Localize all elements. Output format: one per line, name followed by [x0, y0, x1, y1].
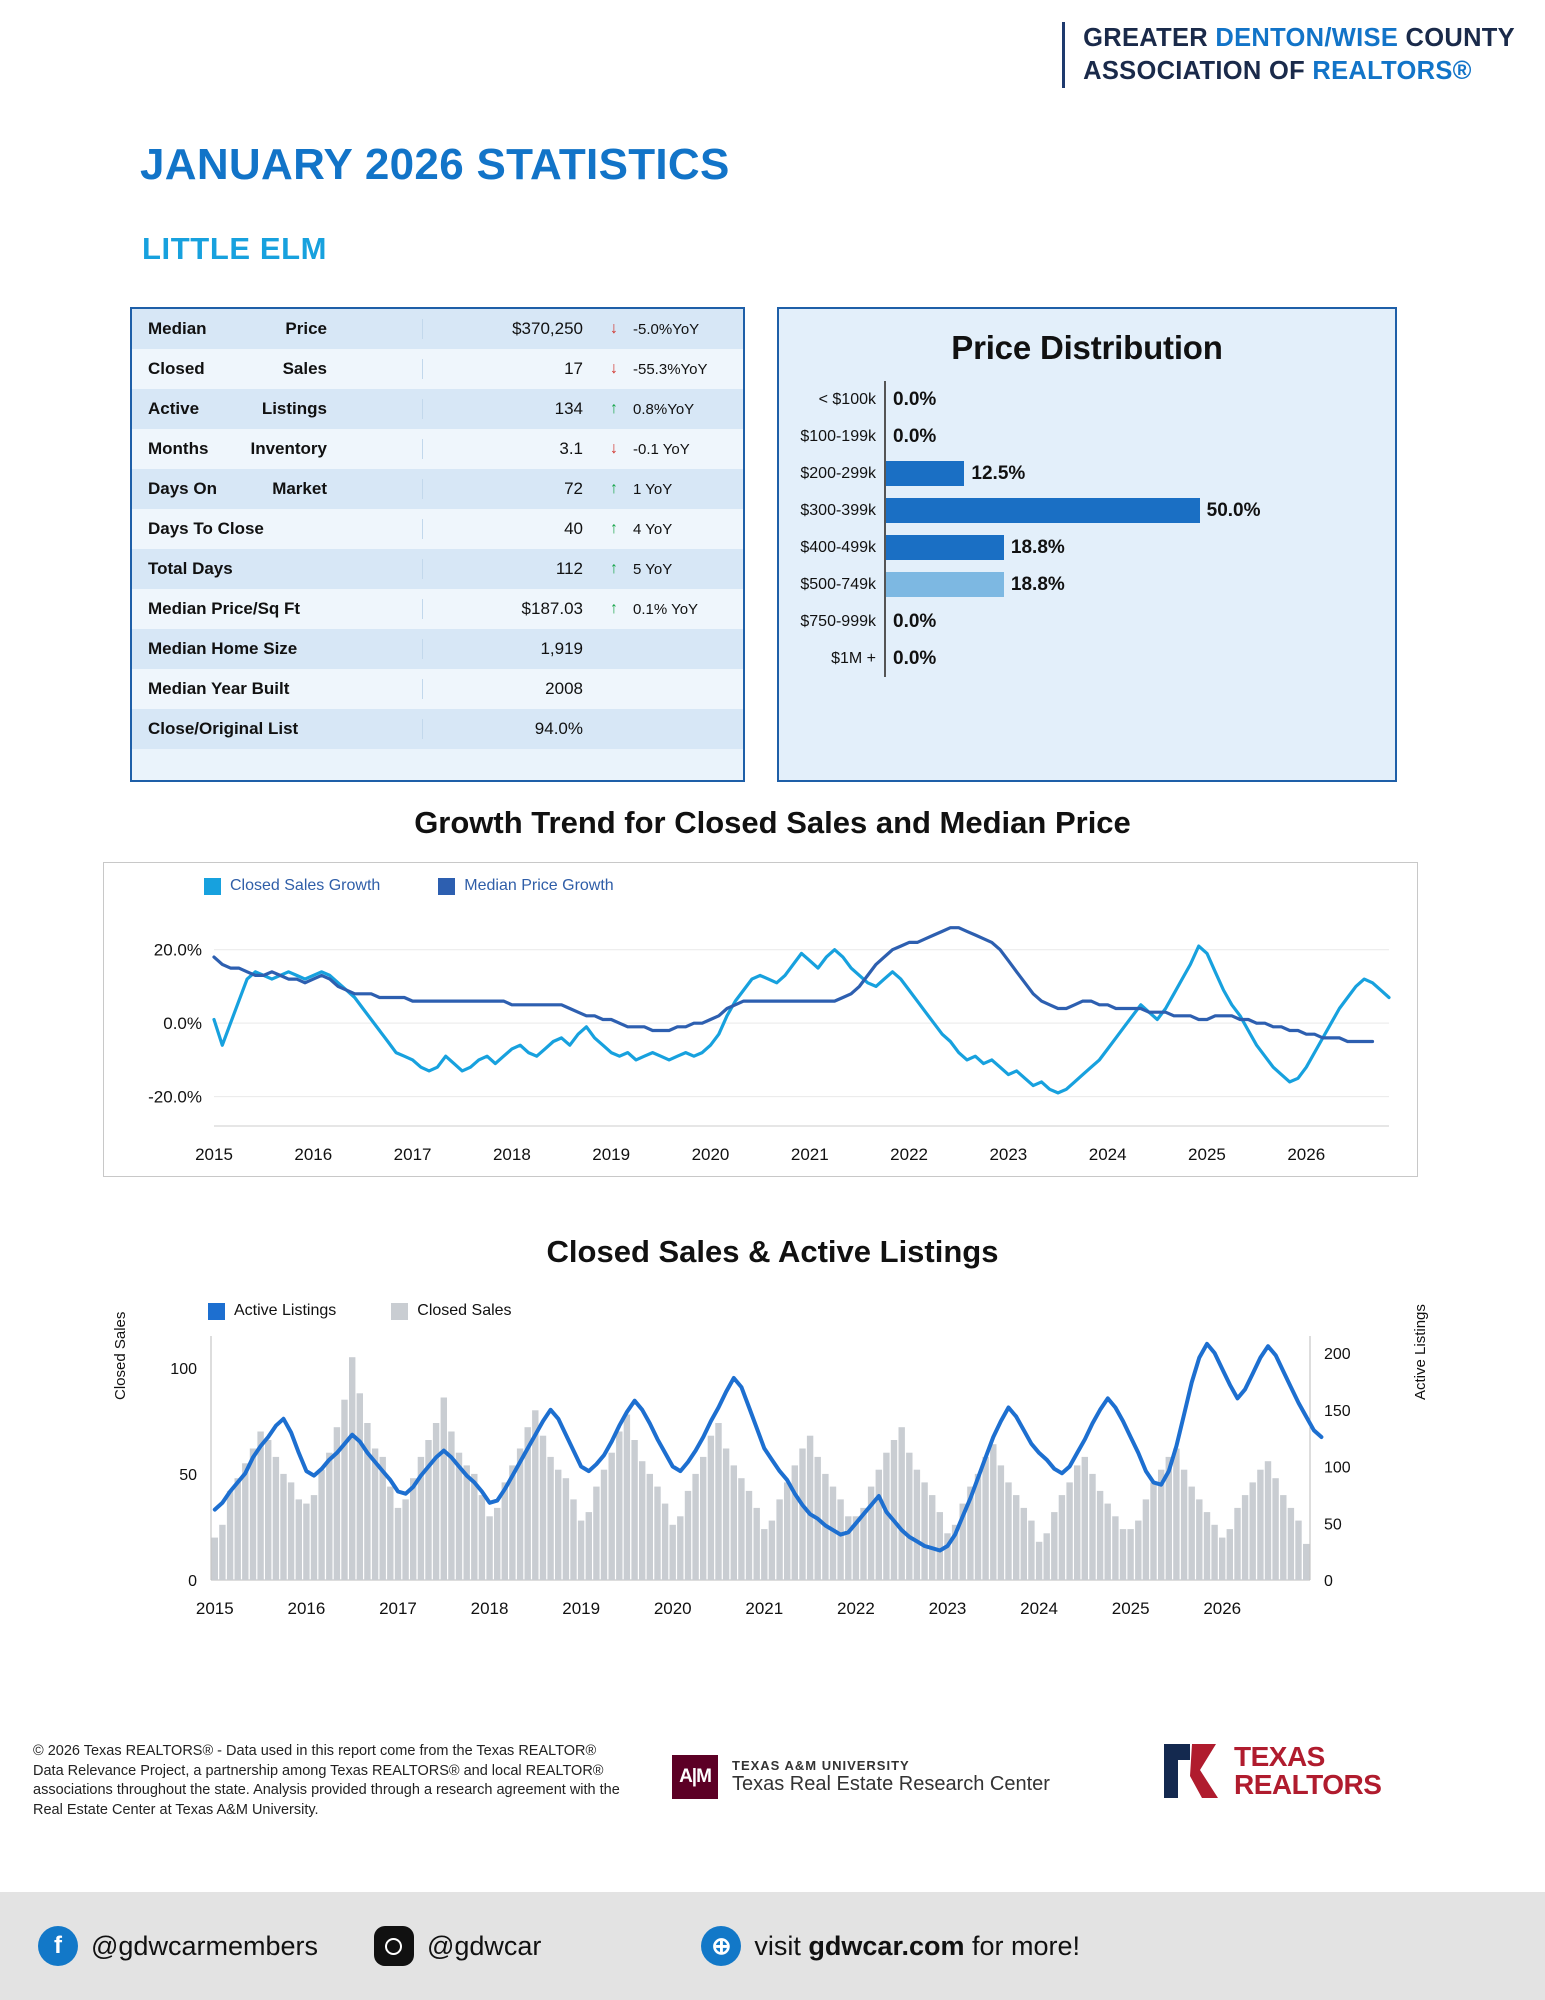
stat-label [132, 559, 422, 579]
stat-label-primary: Days To Close [148, 519, 264, 538]
visit-site: gdwcar.com [808, 1930, 965, 1961]
stat-label-primary: Total Days [148, 559, 233, 578]
stat-label-secondary: Price [285, 319, 327, 338]
sales-chart [103, 1290, 1418, 1630]
texas-realtors-logo-block [1160, 1740, 1381, 1802]
stat-label-primary: Closed [148, 359, 205, 378]
stat-label-primary: Close/Original List [148, 719, 299, 738]
price-distribution-category: $1M + [831, 649, 876, 667]
stat-row [132, 709, 743, 749]
svg-text:50: 50 [1324, 1516, 1342, 1534]
website-link[interactable] [701, 1926, 1080, 1966]
svg-text:0: 0 [188, 1573, 197, 1590]
svg-text:2026: 2026 [1203, 1599, 1242, 1618]
sales-chart-title: Closed Sales & Active Listings [546, 1234, 999, 1269]
stat-label-secondary: Market [272, 479, 327, 498]
growth-legend [204, 877, 614, 895]
price-distribution-bar-wrap [884, 640, 1395, 677]
stat-yoy: 1 YoY [633, 480, 673, 498]
arrow-up-icon: ↑ [610, 600, 618, 617]
facebook-handle: @gdwcarmembers [91, 1930, 318, 1961]
stat-label-primary: Median Price/Sq Ft [148, 599, 301, 618]
price-distribution-row [779, 455, 1395, 492]
legend-label-median-price-growth: Median Price Growth [464, 877, 614, 894]
stat-label [132, 519, 422, 539]
svg-text:-20.0%: -20.0% [148, 1087, 202, 1107]
stat-label-secondary: Listings [261, 399, 327, 418]
svg-text:2017: 2017 [393, 1145, 432, 1164]
stat-label [132, 679, 422, 699]
sales-chart-svg [103, 1290, 1418, 1630]
price-distribution-bar-wrap [884, 418, 1395, 455]
stat-value: 40 [422, 519, 597, 539]
price-distribution-bar-wrap [884, 455, 1395, 492]
stat-row [132, 589, 743, 629]
association-line-2 [1083, 55, 1515, 88]
svg-text:2024: 2024 [1088, 1145, 1127, 1164]
sales-axis-label-right: Active Listings [1412, 1304, 1429, 1400]
price-distribution-value: 0.0% [893, 647, 937, 669]
stat-label-primary: Median [148, 319, 207, 338]
price-distribution-bar-wrap [884, 381, 1395, 418]
texas-realtors-mark-icon [1160, 1740, 1222, 1802]
svg-text:0: 0 [1324, 1573, 1333, 1590]
price-distribution-bar [886, 572, 1004, 597]
stat-value: 134 [422, 399, 597, 419]
arrow-up-icon: ↑ [610, 480, 618, 497]
tamu-line-1: TEXAS A&M UNIVERSITY [732, 1758, 910, 1773]
stat-row [132, 549, 743, 589]
svg-text:0.0%: 0.0% [163, 1014, 202, 1034]
stat-yoy: -5.0%YoY [633, 320, 700, 338]
stat-row [132, 389, 743, 429]
svg-text:2015: 2015 [195, 1599, 234, 1618]
legend-swatch-closed-sales [391, 1303, 408, 1320]
stat-label [132, 599, 422, 619]
legend-swatch-closed-sales-growth [204, 878, 221, 895]
price-distribution-panel [777, 307, 1397, 782]
stat-yoy: 5 YoY [633, 560, 673, 578]
svg-text:2019: 2019 [592, 1145, 631, 1164]
arrow-up-icon: ↑ [610, 400, 618, 417]
stat-label [132, 399, 422, 419]
price-distribution-title: Price Distribution [951, 329, 1223, 366]
stat-value: 94.0% [422, 719, 597, 739]
texas-realtors-line-1: TEXAS [1234, 1741, 1325, 1772]
arrow-down-icon: ↓ [610, 320, 618, 337]
svg-text:2026: 2026 [1287, 1145, 1326, 1164]
svg-text:200: 200 [1324, 1346, 1351, 1364]
arrow-down-icon: ↓ [610, 360, 618, 377]
price-distribution-bar [886, 498, 1200, 523]
stat-label-secondary: Sales [282, 359, 327, 378]
price-distribution-value: 0.0% [893, 388, 937, 410]
svg-text:2018: 2018 [470, 1599, 509, 1618]
stat-label [132, 439, 422, 459]
price-distribution-bar [886, 535, 1004, 560]
svg-text:2019: 2019 [562, 1599, 601, 1618]
price-distribution-value: 0.0% [893, 425, 937, 447]
price-distribution-bar-wrap [884, 529, 1395, 566]
instagram-link[interactable] [374, 1926, 541, 1966]
stat-yoy: 0.8%YoY [633, 400, 695, 418]
stat-row [132, 429, 743, 469]
instagram-handle: @gdwcar [426, 1930, 542, 1961]
stat-row [132, 349, 743, 389]
sales-axis-label-left: Closed Sales [112, 1311, 129, 1400]
svg-text:2015: 2015 [195, 1145, 233, 1164]
price-distribution-value: 18.8% [1010, 573, 1065, 595]
stat-value: $187.03 [422, 599, 597, 619]
svg-text:100: 100 [170, 1360, 197, 1378]
price-distribution-row [779, 492, 1395, 529]
stat-label [132, 359, 422, 379]
svg-text:2018: 2018 [492, 1145, 531, 1164]
price-distribution-category: $500-749k [800, 575, 876, 593]
svg-text:2022: 2022 [890, 1145, 928, 1164]
svg-text:2017: 2017 [379, 1599, 417, 1618]
price-distribution-category: $200-299k [800, 464, 876, 482]
legend-median-price-growth [438, 877, 613, 895]
svg-text:2022: 2022 [836, 1599, 875, 1618]
texas-realtors-line-2: REALTORS [1234, 1769, 1382, 1800]
price-distribution-row [779, 381, 1395, 418]
stat-value: 1,919 [422, 639, 597, 659]
price-distribution-bar-wrap [884, 492, 1395, 529]
svg-text:2021: 2021 [745, 1599, 784, 1618]
stat-value: 112 [422, 559, 597, 579]
svg-text:2025: 2025 [1188, 1145, 1226, 1164]
stat-label-primary: Active [148, 399, 200, 418]
stat-label-primary: Median Year Built [148, 679, 290, 698]
stat-label-primary: Days On [148, 479, 217, 498]
svg-text:150: 150 [1324, 1402, 1351, 1420]
stat-label-secondary: Inventory [250, 439, 327, 458]
facebook-link[interactable] [38, 1926, 318, 1966]
arrow-down-icon: ↓ [610, 440, 618, 457]
price-distribution-category: $750-999k [800, 612, 876, 630]
legend-swatch-active-listings [208, 1303, 225, 1320]
growth-chart [103, 862, 1418, 1177]
price-distribution-value: 18.8% [1010, 536, 1065, 558]
header-divider [1062, 22, 1065, 88]
page-title: JANUARY 2026 STATISTICS [140, 140, 730, 189]
stat-label [132, 479, 422, 499]
legend-closed-sales [391, 1302, 511, 1320]
svg-text:2020: 2020 [653, 1599, 692, 1618]
price-distribution-value: 0.0% [893, 610, 937, 632]
header-greater: GREATER [1083, 24, 1216, 53]
sales-legend [208, 1302, 512, 1320]
stat-row [132, 669, 743, 709]
svg-text:50: 50 [179, 1466, 197, 1484]
stat-label [132, 639, 422, 659]
stat-yoy: 0.1% YoY [633, 600, 699, 618]
stat-yoy: 4 YoY [633, 520, 673, 538]
tamu-line-2: Texas Real Estate Research Center [732, 1773, 1050, 1795]
association-name [1083, 22, 1515, 87]
price-distribution-row [779, 529, 1395, 566]
stat-label-primary: Months [148, 439, 209, 458]
legend-label-active-listings: Active Listings [234, 1302, 337, 1319]
price-distribution-row [779, 603, 1395, 640]
stat-label [132, 319, 422, 339]
visit-prefix: visit [754, 1930, 809, 1961]
stat-value: 72 [422, 479, 597, 499]
price-distribution-bar-wrap [884, 566, 1395, 603]
statistics-table [130, 307, 745, 782]
stat-label-primary: Median Home Size [148, 639, 298, 658]
facebook-icon: f [38, 1926, 78, 1966]
stat-value: 3.1 [422, 439, 597, 459]
association-line-1 [1083, 22, 1515, 55]
tamu-shield-icon: A|M [672, 1755, 718, 1799]
stat-yoy: -0.1 YoY [633, 440, 690, 458]
price-distribution-category: $400-499k [800, 538, 876, 556]
visit-text [754, 1931, 1080, 1962]
header-denton-wise: DENTON/WISE [1215, 24, 1399, 53]
price-distribution-row [779, 566, 1395, 603]
price-distribution-rows [779, 381, 1395, 677]
svg-text:2025: 2025 [1111, 1599, 1150, 1618]
svg-text:20.0%: 20.0% [153, 940, 202, 960]
stat-value: 17 [422, 359, 597, 379]
stat-value: $370,250 [422, 319, 597, 339]
svg-text:2023: 2023 [989, 1145, 1028, 1164]
visit-suffix: for more! [964, 1930, 1081, 1961]
price-distribution-category: < $100k [818, 390, 876, 408]
social-footer-bar [0, 1892, 1545, 2000]
arrow-up-icon: ↑ [610, 560, 618, 577]
price-distribution-row [779, 418, 1395, 455]
stat-value: 2008 [422, 679, 597, 699]
header-county: COUNTY [1398, 24, 1515, 53]
header-association-of: ASSOCIATION OF [1083, 57, 1313, 85]
svg-text:2021: 2021 [790, 1145, 829, 1164]
copyright-text: © 2026 Texas REALTORS® - Data used in this report come from the Texas REALTOR® Data Relevance Project, a partnership among Texas REALTORS® and local REALTOR® associations throughout the state. Analysis provided through a research agreement with the Real Estate Center at Texas A&M University. [33, 1743, 620, 1818]
legend-closed-sales-growth [204, 877, 380, 895]
growth-chart-title: Growth Trend for Closed Sales and Median Price [414, 805, 1131, 840]
stat-row [132, 469, 743, 509]
price-distribution-bar-wrap [884, 603, 1395, 640]
price-distribution-value: 50.0% [1206, 499, 1261, 521]
legend-swatch-median-price-growth [438, 878, 455, 895]
stat-yoy: -55.3%YoY [633, 360, 708, 378]
growth-chart-svg [104, 863, 1419, 1178]
legend-active-listings [208, 1302, 336, 1320]
svg-text:2016: 2016 [287, 1599, 326, 1618]
svg-text:2016: 2016 [294, 1145, 333, 1164]
tamu-logo-block [672, 1755, 1050, 1799]
legend-label-closed-sales-growth: Closed Sales Growth [230, 877, 381, 894]
association-header [1062, 22, 1515, 88]
arrow-up-icon: ↑ [610, 520, 618, 537]
price-distribution-bar [886, 461, 964, 486]
stat-row [132, 309, 743, 349]
instagram-icon [374, 1926, 414, 1966]
svg-text:2024: 2024 [1020, 1599, 1058, 1618]
legend-label-closed-sales: Closed Sales [417, 1302, 512, 1319]
stat-row [132, 509, 743, 549]
stat-label [132, 719, 422, 739]
svg-text:100: 100 [1324, 1459, 1351, 1477]
header-realtors: REALTORS® [1312, 57, 1472, 85]
price-distribution-value: 12.5% [971, 462, 1026, 484]
stat-row [132, 629, 743, 669]
price-distribution-row [779, 640, 1395, 677]
page-subtitle: LITTLE ELM [142, 231, 328, 266]
svg-text:2023: 2023 [928, 1599, 967, 1618]
price-distribution-category: $300-399k [800, 501, 876, 519]
price-distribution-category: $100-199k [800, 427, 876, 445]
svg-text:2020: 2020 [691, 1145, 730, 1164]
globe-icon: ⊕ [701, 1926, 741, 1966]
